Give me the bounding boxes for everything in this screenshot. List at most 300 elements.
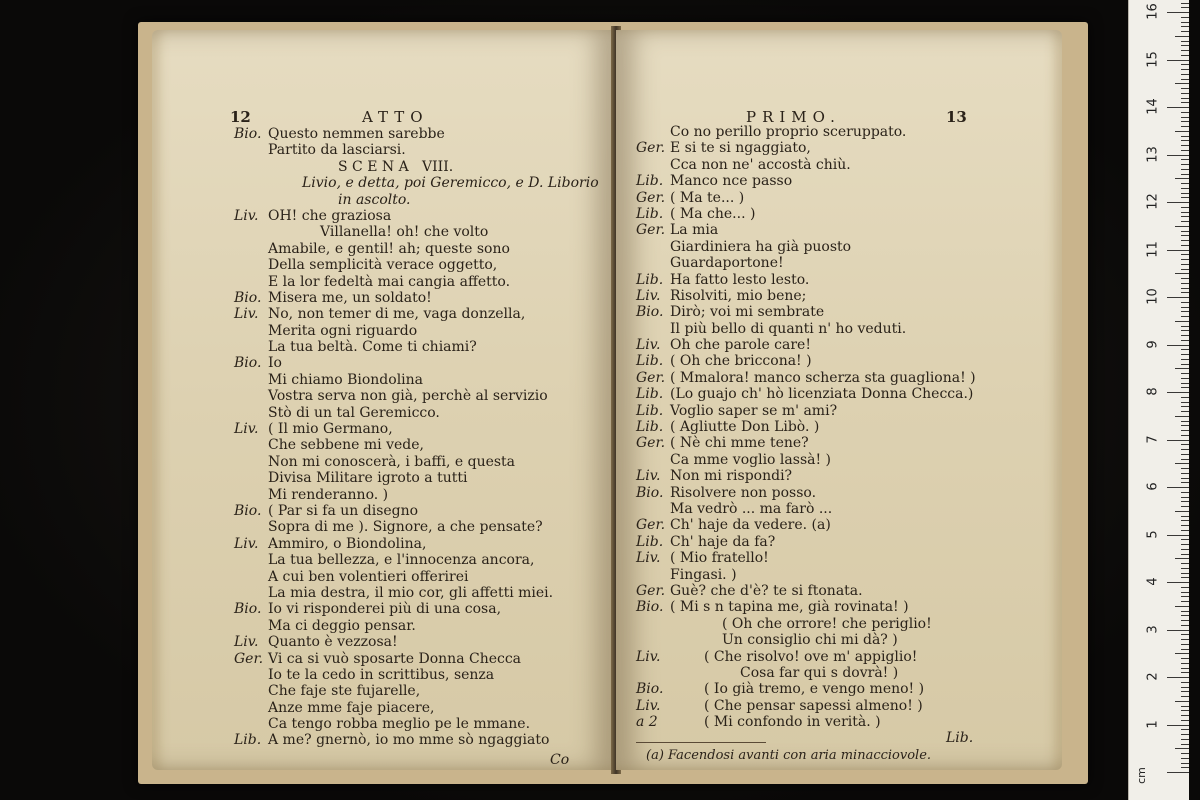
ruler-tick	[1167, 250, 1189, 251]
ruler-tick	[1181, 269, 1189, 270]
speaker-label: Liv.	[234, 421, 259, 438]
text-line	[636, 190, 976, 206]
ruler-tick	[1181, 102, 1189, 103]
speaker-label: Liv.	[234, 535, 259, 552]
line-text: Manco nce passo	[670, 173, 793, 190]
speaker-label: Bio.	[234, 355, 262, 372]
line-text: Io te la cedo in scrittibus, senza	[268, 666, 495, 683]
text-line	[234, 437, 599, 453]
ruler-tick	[1181, 311, 1189, 312]
left-page-text	[234, 126, 599, 749]
text-line	[234, 487, 599, 503]
speaker-label: Bio.	[636, 681, 664, 698]
text-line	[636, 534, 976, 550]
ruler-tick	[1181, 240, 1189, 241]
line-text: Cosa far qui s dovrà! )	[740, 664, 899, 681]
text-line	[636, 435, 976, 451]
text-line	[234, 651, 599, 667]
ruler-label: 7	[1145, 434, 1161, 444]
ruler-tick	[1181, 620, 1189, 621]
speaker-label: Bio.	[636, 599, 664, 616]
line-text: Che faje ste fujarelle,	[268, 683, 421, 700]
ruler-tick	[1181, 459, 1189, 460]
speaker-label: Liv.	[636, 697, 661, 714]
ruler-tick	[1181, 50, 1189, 51]
line-text: Quanto è vezzosa!	[268, 634, 398, 651]
ruler-tick	[1181, 354, 1189, 355]
text-line	[234, 585, 599, 601]
ruler-label: 14	[1145, 98, 1161, 115]
ruler-tick	[1181, 221, 1189, 222]
ruler-tick	[1181, 625, 1189, 626]
ruler-tick	[1181, 444, 1189, 445]
ruler-tick	[1181, 349, 1189, 350]
ruler-tick	[1181, 544, 1189, 545]
text-line	[234, 241, 599, 257]
ruler-tick	[1181, 17, 1189, 18]
line-text: Mi renderanno. )	[268, 486, 389, 503]
ruler-tick	[1181, 691, 1189, 692]
text-line	[636, 665, 976, 681]
line-text: ( Ma te... )	[670, 189, 745, 206]
text-line	[636, 321, 976, 337]
ruler-tick	[1181, 739, 1189, 740]
ruler-tick	[1181, 292, 1189, 293]
ruler-tick	[1175, 273, 1189, 274]
text-line	[636, 255, 976, 271]
ruler-tick	[1181, 634, 1189, 635]
ruler-tick	[1181, 302, 1189, 303]
ruler-tick	[1175, 653, 1189, 654]
text-line	[234, 716, 599, 732]
ruler-tick	[1181, 159, 1189, 160]
ruler-tick	[1181, 45, 1189, 46]
ruler-tick	[1181, 577, 1189, 578]
ruler-label: 8	[1145, 387, 1161, 396]
line-text: ( Par si fa un disegno	[268, 502, 419, 519]
ruler-tick	[1181, 758, 1189, 759]
ruler-tick	[1181, 193, 1189, 194]
line-text: Ma ci deggio pensar.	[268, 617, 416, 634]
ruler-tick	[1181, 259, 1189, 260]
speaker-label: Lib.	[636, 173, 664, 190]
text-line	[636, 419, 976, 435]
ruler-tick	[1181, 672, 1189, 673]
ruler-tick	[1181, 611, 1189, 612]
line-text: ( Mmalora! manco scherza sta guagliona! )	[670, 369, 976, 386]
line-text: S C E N A VIII.	[338, 158, 454, 175]
line-text: Ch' haje da vedere. (a)	[670, 517, 831, 534]
ruler-tick	[1175, 368, 1189, 369]
footnote: (a) Facendosi avanti con aria minacciovole.	[646, 748, 932, 763]
ruler-tick	[1181, 140, 1189, 141]
line-text: Amabile, e gentil! ah; queste sono	[268, 240, 510, 257]
line-text: E la lor fedeltà mai cangia affetto.	[268, 273, 511, 290]
ruler-tick	[1175, 558, 1189, 559]
line-text: Misera me, un soldato!	[268, 289, 432, 306]
ruler-tick	[1175, 36, 1189, 37]
text-line	[234, 175, 599, 191]
ruler-tick	[1181, 406, 1189, 407]
ruler-tick	[1181, 516, 1189, 517]
line-text: Non mi rispondi?	[670, 468, 793, 485]
ruler-tick	[1181, 530, 1189, 531]
ruler-tick	[1181, 449, 1189, 450]
ruler-tick	[1167, 392, 1189, 393]
ruler-tick	[1181, 93, 1189, 94]
ruler-tick	[1181, 497, 1189, 498]
page-number-left: 12	[230, 108, 251, 126]
ruler-tick	[1167, 345, 1189, 346]
line-text: No, non temer di me, vaga donzella,	[268, 306, 526, 323]
line-text: ( Io già tremo, e vengo meno! )	[704, 681, 925, 698]
line-text: ( Mi confondo in verità. )	[704, 714, 881, 731]
line-text: Questo nemmen sarebbe	[268, 126, 445, 142]
ruler-tick	[1181, 183, 1189, 184]
ruler-tick	[1181, 145, 1189, 146]
line-text: A me? gnernò, io mo mme sò ngaggiato	[268, 732, 550, 749]
text-line	[234, 503, 599, 519]
ruler-tick	[1181, 473, 1189, 474]
ruler-tick	[1181, 55, 1189, 56]
ruler-tick	[1181, 554, 1189, 555]
ruler-tick	[1181, 468, 1189, 469]
text-line	[636, 452, 976, 468]
line-text: ( Che risolvo! ove m' appiglio!	[704, 648, 918, 665]
text-line	[636, 649, 976, 665]
text-line	[234, 142, 599, 158]
line-text: Merita ogni riguardo	[268, 322, 418, 339]
speaker-label: Ger.	[234, 650, 264, 667]
ruler-tick	[1181, 7, 1189, 8]
text-line	[636, 222, 976, 238]
ruler-tick	[1181, 41, 1189, 42]
ruler-tick	[1181, 397, 1189, 398]
text-line	[234, 421, 599, 437]
ruler-tick	[1175, 416, 1189, 417]
ruler-tick	[1181, 31, 1189, 32]
text-line	[636, 304, 976, 320]
speaker-label: Ger.	[636, 435, 666, 452]
ruler-tick	[1175, 321, 1189, 322]
ruler-tick	[1181, 231, 1189, 232]
text-line	[234, 257, 599, 273]
speaker-label: Lib.	[636, 205, 664, 222]
speaker-label: Bio.	[234, 289, 262, 306]
text-line	[234, 569, 599, 585]
line-text: Divisa Militare igroto a tutti	[268, 470, 468, 487]
ruler-tick	[1181, 549, 1189, 550]
line-text: Che sebbene mi vede,	[268, 437, 424, 454]
speaker-label: Liv.	[234, 207, 259, 224]
text-line	[636, 698, 976, 714]
ruler-tick	[1181, 387, 1189, 388]
ruler-tick	[1181, 639, 1189, 640]
ruler-label: 15	[1145, 50, 1161, 68]
ruler-label: 2	[1145, 672, 1161, 681]
text-line	[636, 140, 976, 156]
ruler-tick	[1181, 649, 1189, 650]
ruler-label: 5	[1145, 529, 1161, 539]
text-line	[234, 519, 599, 535]
speaker-label: Ger.	[636, 582, 666, 599]
line-text: Non mi conoscerà, i baffi, e questa	[268, 453, 516, 470]
ruler-tick	[1167, 202, 1189, 203]
ruler-tick	[1167, 677, 1189, 678]
running-head-right: PRIMO.	[746, 108, 841, 126]
ruler-label: 16	[1145, 3, 1161, 20]
ruler-tick	[1181, 435, 1189, 436]
ruler-tick	[1167, 60, 1189, 61]
line-text: ( Agliutte Don Libò. )	[670, 419, 820, 436]
ruler-tick	[1181, 98, 1189, 99]
ruler-tick	[1181, 378, 1189, 379]
line-text: Sopra di me ). Signore, a che pensate?	[268, 519, 543, 536]
text-line	[234, 634, 599, 650]
line-text: in ascolto.	[338, 191, 411, 208]
line-text: Dirò; voi mi sembrate	[670, 304, 825, 321]
text-line	[234, 618, 599, 634]
ruler-tick	[1167, 535, 1189, 536]
speaker-label: Liv.	[636, 468, 661, 485]
ruler-label: 4	[1145, 577, 1161, 586]
ruler-tick	[1181, 254, 1189, 255]
ruler-tick	[1175, 178, 1189, 179]
speaker-label: Bio.	[636, 484, 664, 501]
ruler-tick	[1181, 264, 1189, 265]
ruler-tick	[1181, 753, 1189, 754]
ruler-tick	[1167, 487, 1189, 488]
ruler-tick	[1181, 174, 1189, 175]
ruler-tick	[1181, 525, 1189, 526]
ruler-tick	[1181, 3, 1189, 4]
ruler-tick	[1167, 297, 1189, 298]
ruler-tick	[1181, 563, 1189, 564]
text-line	[636, 403, 976, 419]
ruler-tick	[1181, 520, 1189, 521]
text-line	[636, 337, 976, 353]
ruler-tick	[1175, 226, 1189, 227]
line-text: Un consiglio chi mi dà? )	[722, 632, 898, 649]
text-line	[636, 353, 976, 369]
line-text: Vi ca si vuò sposarte Donna Checca	[268, 650, 522, 667]
text-line	[234, 323, 599, 339]
speaker-label: Lib.	[234, 732, 262, 749]
ruler-tick	[1181, 478, 1189, 479]
ruler-tick	[1181, 715, 1189, 716]
ruler-tick	[1181, 330, 1189, 331]
ruler-tick	[1181, 69, 1189, 70]
text-line	[234, 683, 599, 699]
ruler-tick	[1181, 136, 1189, 137]
line-text: Stò di un tal Geremicco.	[268, 404, 440, 421]
line-text: ( Mio fratello!	[670, 550, 769, 567]
ruler-label: 9	[1145, 339, 1161, 349]
ruler-tick	[1181, 373, 1189, 374]
line-text: A cui ben volentieri offerirei	[268, 568, 469, 585]
speaker-label: Lib.	[636, 533, 664, 550]
catchword-left: Co	[550, 752, 570, 768]
ruler-label: 10	[1145, 288, 1161, 305]
text-line	[636, 583, 976, 599]
text-line	[636, 173, 976, 189]
ruler-tick	[1181, 421, 1189, 422]
speaker-label: Lib.	[636, 271, 664, 288]
text-line	[234, 700, 599, 716]
line-text: La tua beltà. Come ti chiami?	[268, 339, 477, 356]
text-line	[234, 339, 599, 355]
ruler-tick	[1181, 340, 1189, 341]
ruler-tick	[1181, 22, 1189, 23]
line-text: La tua bellezza, e l'innocenza ancora,	[268, 552, 535, 569]
right-page	[616, 30, 1062, 770]
ruler-tick	[1181, 26, 1189, 27]
line-text: Il più bello di quanti n' ho veduti.	[670, 320, 907, 337]
speaker-label: a 2	[636, 714, 658, 731]
ruler-tick	[1181, 506, 1189, 507]
ruler-tick	[1181, 235, 1189, 236]
line-text: Guardaportone!	[670, 255, 784, 272]
speaker-label: Liv.	[636, 287, 661, 304]
ruler-tick	[1181, 121, 1189, 122]
ruler-tick	[1167, 12, 1189, 13]
ruler-tick	[1181, 587, 1189, 588]
text-line	[636, 206, 976, 222]
catchword-right: Lib.	[946, 730, 974, 746]
ruler-tick	[1181, 326, 1189, 327]
ruler-tick	[1175, 701, 1189, 702]
footnote-rule	[636, 742, 766, 743]
ruler-tick	[1175, 463, 1189, 464]
text-line	[234, 306, 599, 322]
text-line	[636, 272, 976, 288]
text-line	[636, 468, 976, 484]
text-line	[636, 501, 976, 517]
line-text: Ha fatto lesto lesto.	[670, 271, 810, 288]
speaker-label: Lib.	[636, 386, 664, 403]
ruler-tick	[1181, 64, 1189, 65]
speaker-label: Liv.	[636, 550, 661, 567]
line-text: ( Nè chi mme tene?	[670, 435, 809, 452]
text-line	[636, 124, 976, 140]
ruler-tick	[1181, 197, 1189, 198]
ruler-tick	[1181, 687, 1189, 688]
ruler-tick	[1181, 601, 1189, 602]
line-text: Giardiniera ha già puosto	[670, 238, 852, 255]
ruler-tick	[1181, 501, 1189, 502]
speaker-label: Lib.	[636, 353, 664, 370]
ruler-label: 3	[1145, 624, 1161, 634]
speaker-label: Ger.	[636, 369, 666, 386]
text-line	[234, 224, 599, 240]
ruler-tick	[1181, 744, 1189, 745]
ruler-label: 6	[1145, 482, 1161, 491]
ruler-tick	[1181, 425, 1189, 426]
line-text: Della semplicità verace oggetto,	[268, 257, 498, 274]
left-page	[152, 30, 614, 770]
line-text: Anze mme faje piacere,	[268, 699, 435, 716]
line-text: Co no perillo proprio sceruppato.	[670, 124, 907, 140]
text-line	[234, 536, 599, 552]
speaker-label: Bio.	[234, 502, 262, 519]
line-text: ( Oh che briccona! )	[670, 353, 812, 370]
line-text: Cca non ne' accostà chiù.	[670, 156, 851, 173]
ruler-tick	[1175, 748, 1189, 749]
ruler-tick	[1181, 74, 1189, 75]
text-line	[234, 372, 599, 388]
ruler-tick	[1181, 402, 1189, 403]
line-text: (Lo guajo ch' hò licenziata Donna Checca.)	[670, 386, 974, 403]
line-text: Risolviti, mio bene;	[670, 287, 807, 304]
text-line	[234, 454, 599, 470]
text-line	[636, 485, 976, 501]
line-text: ( Mi s n tapina me, già rovinata! )	[670, 599, 909, 616]
text-line	[636, 370, 976, 386]
text-line	[234, 552, 599, 568]
text-line	[234, 274, 599, 290]
text-line	[636, 239, 976, 255]
text-line	[636, 386, 976, 402]
ruler-tick	[1167, 630, 1189, 631]
line-text: Voglio saper se m' ami?	[670, 402, 838, 419]
ruler-tick	[1167, 725, 1189, 726]
text-line	[636, 550, 976, 566]
ruler-tick	[1181, 573, 1189, 574]
speaker-label: Ger.	[636, 140, 666, 157]
ruler-tick	[1181, 316, 1189, 317]
text-line	[636, 599, 976, 615]
ruler-tick	[1181, 592, 1189, 593]
line-text: E si te si ngaggiato,	[670, 140, 811, 157]
text-line	[234, 290, 599, 306]
ruler-tick	[1181, 359, 1189, 360]
text-line	[234, 159, 599, 175]
line-text: Fingasi. )	[670, 566, 737, 583]
ruler-tick	[1167, 582, 1189, 583]
line-text: La mia destra, il mio cor, gli affetti miei.	[268, 584, 554, 601]
ruler-tick	[1181, 492, 1189, 493]
ruler-tick	[1181, 710, 1189, 711]
ruler-tick	[1181, 658, 1189, 659]
line-text: Ca mme voglio lassà! )	[670, 451, 832, 468]
ruler-tick	[1181, 335, 1189, 336]
text-line	[636, 616, 976, 632]
ruler-tick	[1181, 696, 1189, 697]
ruler-tick	[1181, 150, 1189, 151]
ruler-tick	[1167, 772, 1189, 773]
line-text: ( Ma che... )	[670, 205, 756, 222]
ruler-tick	[1181, 734, 1189, 735]
speaker-label: Ger.	[636, 517, 666, 534]
line-text: ( Oh che orrore! che periglio!	[722, 615, 932, 632]
ruler-tick	[1181, 216, 1189, 217]
text-line	[234, 601, 599, 617]
speaker-label: Bio.	[636, 304, 664, 321]
ruler-label: 12	[1145, 193, 1161, 210]
text-line	[636, 632, 976, 648]
text-line	[234, 208, 599, 224]
ruler-tick	[1181, 207, 1189, 208]
speaker-label: Liv.	[636, 648, 661, 665]
text-line	[234, 126, 599, 142]
ruler-tick	[1167, 107, 1189, 108]
text-line	[636, 288, 976, 304]
ruler-tick	[1181, 729, 1189, 730]
ruler-label: 1	[1145, 719, 1161, 729]
ruler-tick	[1181, 188, 1189, 189]
ruler-tick	[1181, 278, 1189, 279]
ruler-tick	[1181, 720, 1189, 721]
